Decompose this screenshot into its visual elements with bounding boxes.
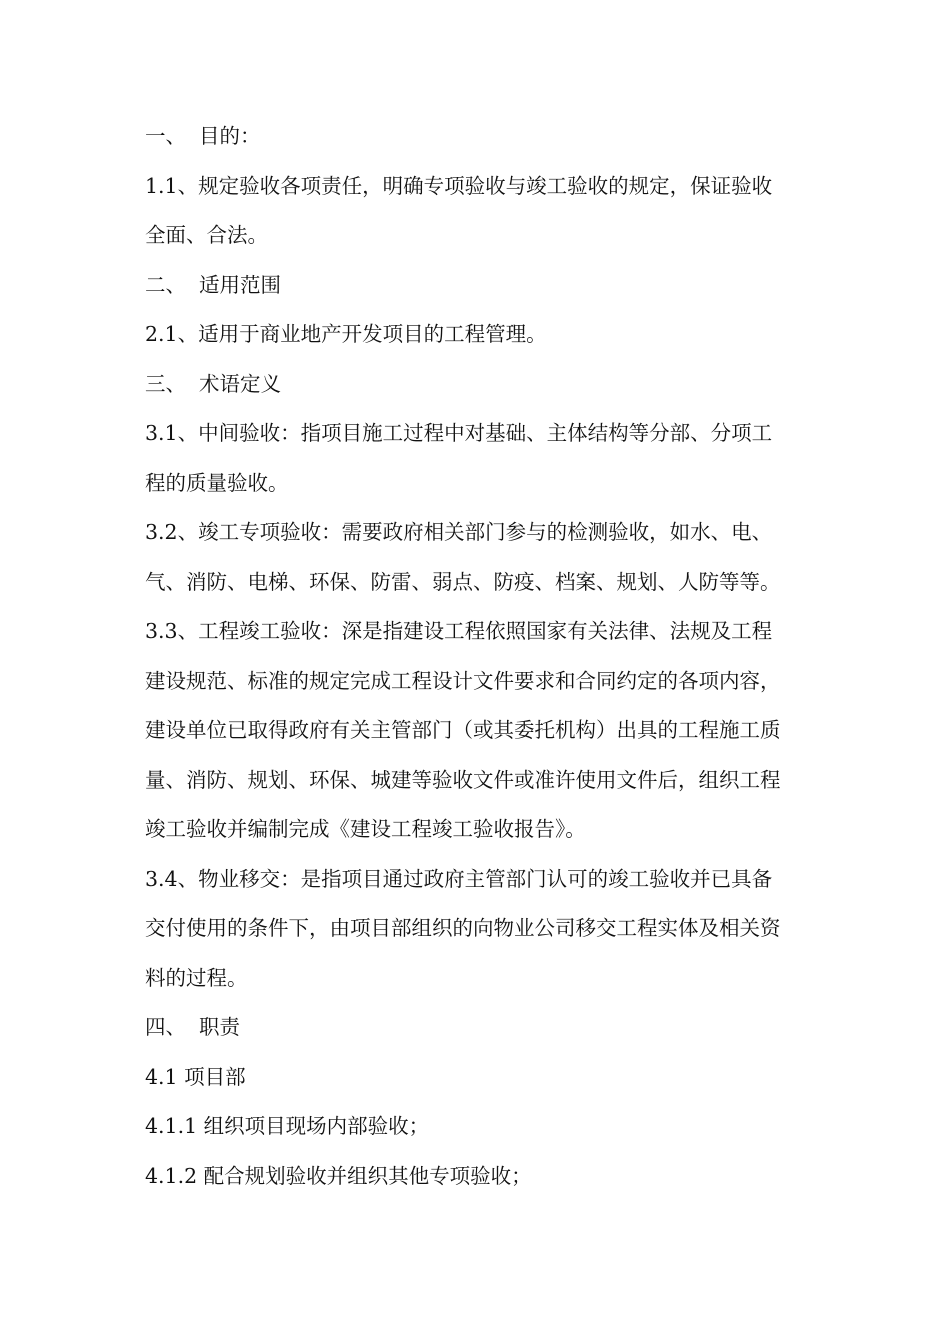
heading-text: 职责 [199, 1015, 240, 1039]
section-heading-3 [145, 360, 810, 410]
text-line: 建设规范、标准的规定完成工程设计文件要求和合同约定的各项内容， [145, 668, 781, 693]
text-line: 料的过程。 [145, 965, 248, 990]
text-line: 气、消防、电梯、环保、防雷、弱点、防疫、档案、规划、人防等等。 [145, 569, 781, 594]
heading-number: 四、 [145, 1015, 186, 1039]
text-line: 4.1 项目部 [145, 1064, 246, 1089]
text-line: 3.1、中间验收：指项目施工过程中对基础、主体结构等分部、分项工 [145, 421, 773, 445]
text-line: 1.1、规定验收各项责任，明确专项验收与竣工验收的规定，保证验收 [145, 173, 773, 198]
section-heading-2 [145, 261, 810, 311]
section-heading-1 [145, 112, 810, 162]
text-line: 3.4、物业移交：是指项目通过政府主管部门认可的竣工验收并已具备 [145, 866, 773, 891]
text-line: 3.3、工程竣工验收：深是指建设工程依照国家有关法律、法规及工程 [145, 619, 773, 643]
text-line: 4.1.2 配合规划验收并组织其他专项验收； [145, 1163, 532, 1188]
text-line: 交付使用的条件下，由项目部组织的向物业公司移交工程实体及相关资 [145, 916, 781, 940]
text-line: 3.2、竣工专项验收：需要政府相关部门参与的检测验收，如水、电、 [145, 520, 773, 544]
text-line: 全面、合法。 [145, 223, 268, 247]
heading-text: 目的： [199, 124, 261, 148]
heading-number: 二、 [145, 272, 186, 297]
text-line: 程的质量验收。 [145, 470, 289, 495]
section-heading-4 [145, 1003, 810, 1053]
text-line: 4.1.1 组织项目现场内部验收； [145, 1114, 430, 1138]
document-body [145, 112, 810, 1201]
text-line: 2.1、适用于商业地产开发项目的工程管理。 [145, 322, 547, 346]
text-line: 建设单位已取得政府有关主管部门（或其委托机构）出具的工程施工质 [145, 718, 781, 742]
heading-text: 适用范围 [199, 272, 281, 297]
text-line: 竣工验收并编制完成《建设工程竣工验收报告》。 [145, 817, 586, 841]
heading-number: 三、 [145, 371, 186, 396]
heading-number: 一、 [145, 124, 186, 148]
text-line: 量、消防、规划、环保、城建等验收文件或准许使用文件后，组织工程 [145, 767, 781, 792]
heading-text: 术语定义 [199, 371, 281, 396]
